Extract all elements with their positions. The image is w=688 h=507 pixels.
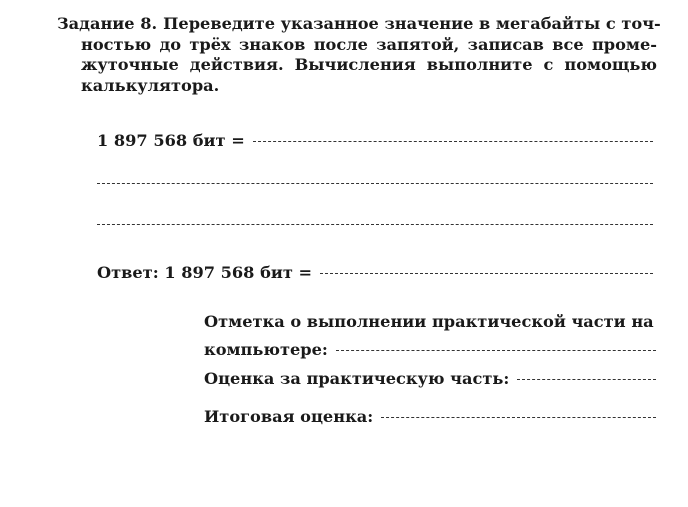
final-grade-label: Итоговая оценка: bbox=[204, 407, 374, 426]
practical-grade-line[interactable] bbox=[517, 379, 656, 380]
work-answer-line-1[interactable] bbox=[253, 141, 653, 142]
final-grade-line[interactable] bbox=[381, 417, 656, 418]
work-expression: 1 897 568 бит = bbox=[97, 131, 245, 150]
answer-label: Ответ: 1 897 568 бит = bbox=[97, 263, 313, 282]
task-line-2: ностью до трёх знаков после запятой, записав все проме- bbox=[81, 34, 657, 54]
practical-mark-line[interactable] bbox=[336, 350, 656, 351]
task-line-4: калькулятора. bbox=[81, 75, 220, 95]
task-statement bbox=[57, 14, 661, 96]
practical-mark-row-1 bbox=[204, 312, 656, 331]
final-grade-row bbox=[204, 407, 656, 426]
practical-grade-label: Оценка за практическую часть: bbox=[204, 369, 510, 388]
task-text-1: Переведите указанное значение в мегабайты с точ- bbox=[163, 14, 661, 33]
practical-mark-text-2: компьютере: bbox=[204, 340, 328, 359]
practical-mark-text: Отметка о выполнении практической части на bbox=[204, 312, 654, 331]
practical-grade-row bbox=[204, 369, 656, 388]
answer-line[interactable] bbox=[320, 273, 653, 274]
task-label: Задание 8. bbox=[57, 14, 158, 33]
answer-row bbox=[97, 263, 653, 282]
work-answer-line-3[interactable] bbox=[97, 224, 653, 225]
work-answer-line-2[interactable] bbox=[97, 183, 653, 184]
task-line-3: жуточные действия. Вычисления выполните с помощью bbox=[81, 55, 657, 74]
practical-mark-row-2 bbox=[204, 340, 656, 359]
task-line-1 bbox=[57, 14, 661, 35]
work-row-1 bbox=[97, 131, 653, 150]
